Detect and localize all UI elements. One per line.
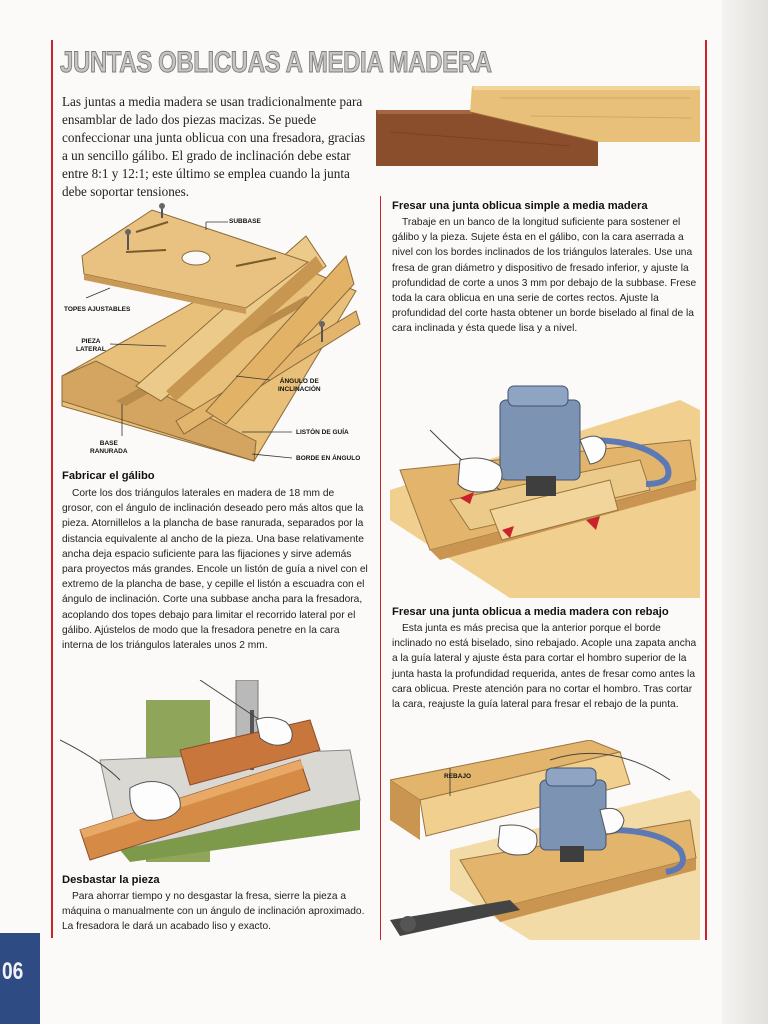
label-angulo-line2: INCLINACIÓN <box>278 386 321 393</box>
bandsaw-illustration <box>60 680 364 862</box>
text-junta-rebajo-body: Esta junta es más precisa que la anterior porque el borde inclinado no está biselado, sino rebajado. Acople una zapata ancha a la guía lateral y ajuste ésta para cortar el hombro superior de la junta hasta la profundidad requerida, antes de fresar como antes la cara oblicua. Preste atención para no cortar el hombro. Tras cortar la cara, reajuste la guía lateral para fresar el rebajo de la punta. <box>392 623 697 711</box>
text-fabricar-galibo-body: Corte los dos triángulos laterales en madera de 18 mm de grosor, con el ángulo de inclinación deseado pero más altos que la pieza. Atornillelos a la plancha de base ranurada, separados por la distancia equivalente al ancho de la pieza. Una base relativamente ancha deja espacio suficiente para las fijaciones y sirve además para proyectos más grandes. Encole un listón de guía a nivel con el extremo de la plancha de base, y cepille el listón a escuadra con el ángulo de inclinación. Corte una subbase ancha para la fresadora, acoplando dos topes debajo para limitar el recorrido lateral por el gálibo. Ajústelos de modo que la fresadora penetre en la cara interna de los triángulos laterales unos 2 mm. <box>62 488 368 652</box>
intro-paragraph: Las juntas a media madera se usan tradicionalmente para ensamblar de lado dos piezas macizas. Se puede confeccionar una junta oblicua con una fresadora, gracias a un sencillo gálibo. El grado de inclinación debe estar entre 8:1 y 12:1; este último se emplea cuando la junta debe soportar tensiones. <box>62 94 366 199</box>
jig-diagram <box>56 196 376 466</box>
text-junta-simple-body: Trabaje en un banco de la longitud suficiente para sostener el gálibo y la pieza. Sujete ésta en el gálibo, con la cara aserrada a nivel con los bordes inclinados de los triángulos laterales. Use una fresa de gran diámetro y dispositivo de fresado inferior, y ajuste la profundidad de corte a unos 3 mm por debajo de la subbase. Frese toda la cara oblicua en una serie de cortes rectos. Ajuste la profundidad del corte hasta obtener un borde biselado al final de la cara inclinada y ésta quede lisa y a nivel. <box>392 217 697 335</box>
label-rebajo: REBAJO <box>444 773 472 780</box>
left-margin-rule <box>51 40 53 938</box>
heading-fabricar-galibo: Fabricar el gálibo <box>62 470 155 482</box>
label-base-ranurada <box>90 440 128 456</box>
label-subbase: SUBBASE <box>229 218 261 225</box>
label-pieza-line1: PIEZA <box>81 338 101 345</box>
heading-junta-rebajo: Fresar una junta oblicua a media madera con rebajo <box>392 606 669 618</box>
text-fabricar-galibo <box>62 486 368 653</box>
label-topes-ajustables: TOPES AJUSTABLES <box>64 306 131 313</box>
wood-boards-illustration <box>370 82 710 172</box>
column-divider-rule <box>380 196 381 940</box>
page-edge-shadow <box>722 0 768 1024</box>
text-desbastar-pieza-body: Para ahorrar tiempo y no desgastar la fresa, sierre la pieza a máquina o manualmente con un ángulo de inclinación aproximado. La fresadora le dará un acabado liso y exacto. <box>62 891 365 933</box>
text-desbastar-pieza <box>62 889 368 935</box>
label-angulo-inclinacion <box>278 378 321 394</box>
router-rebate-illustration <box>390 740 700 940</box>
page-title: JUNTAS OBLICUAS A MEDIA MADERA <box>60 46 492 79</box>
text-junta-simple <box>392 215 700 337</box>
label-pieza-lateral <box>76 338 106 354</box>
label-liston-guia: LISTÓN DE GUÍA <box>296 429 349 436</box>
text-junta-rebajo <box>392 621 700 712</box>
heading-junta-simple: Fresar una junta oblicua simple a media madera <box>392 200 648 212</box>
page-number: 06 <box>2 958 24 985</box>
heading-desbastar-pieza: Desbastar la pieza <box>62 874 160 886</box>
label-borde-angulo: BORDE EN ÁNGULO <box>296 455 361 462</box>
router-jig-illustration <box>390 380 700 598</box>
label-pieza-line2: LATERAL <box>76 346 106 353</box>
label-angulo-line1: ÁNGULO DE <box>279 378 319 385</box>
label-base-line1: BASE <box>99 440 118 447</box>
label-base-line2: RANURADA <box>90 448 128 455</box>
right-margin-rule <box>705 40 707 940</box>
